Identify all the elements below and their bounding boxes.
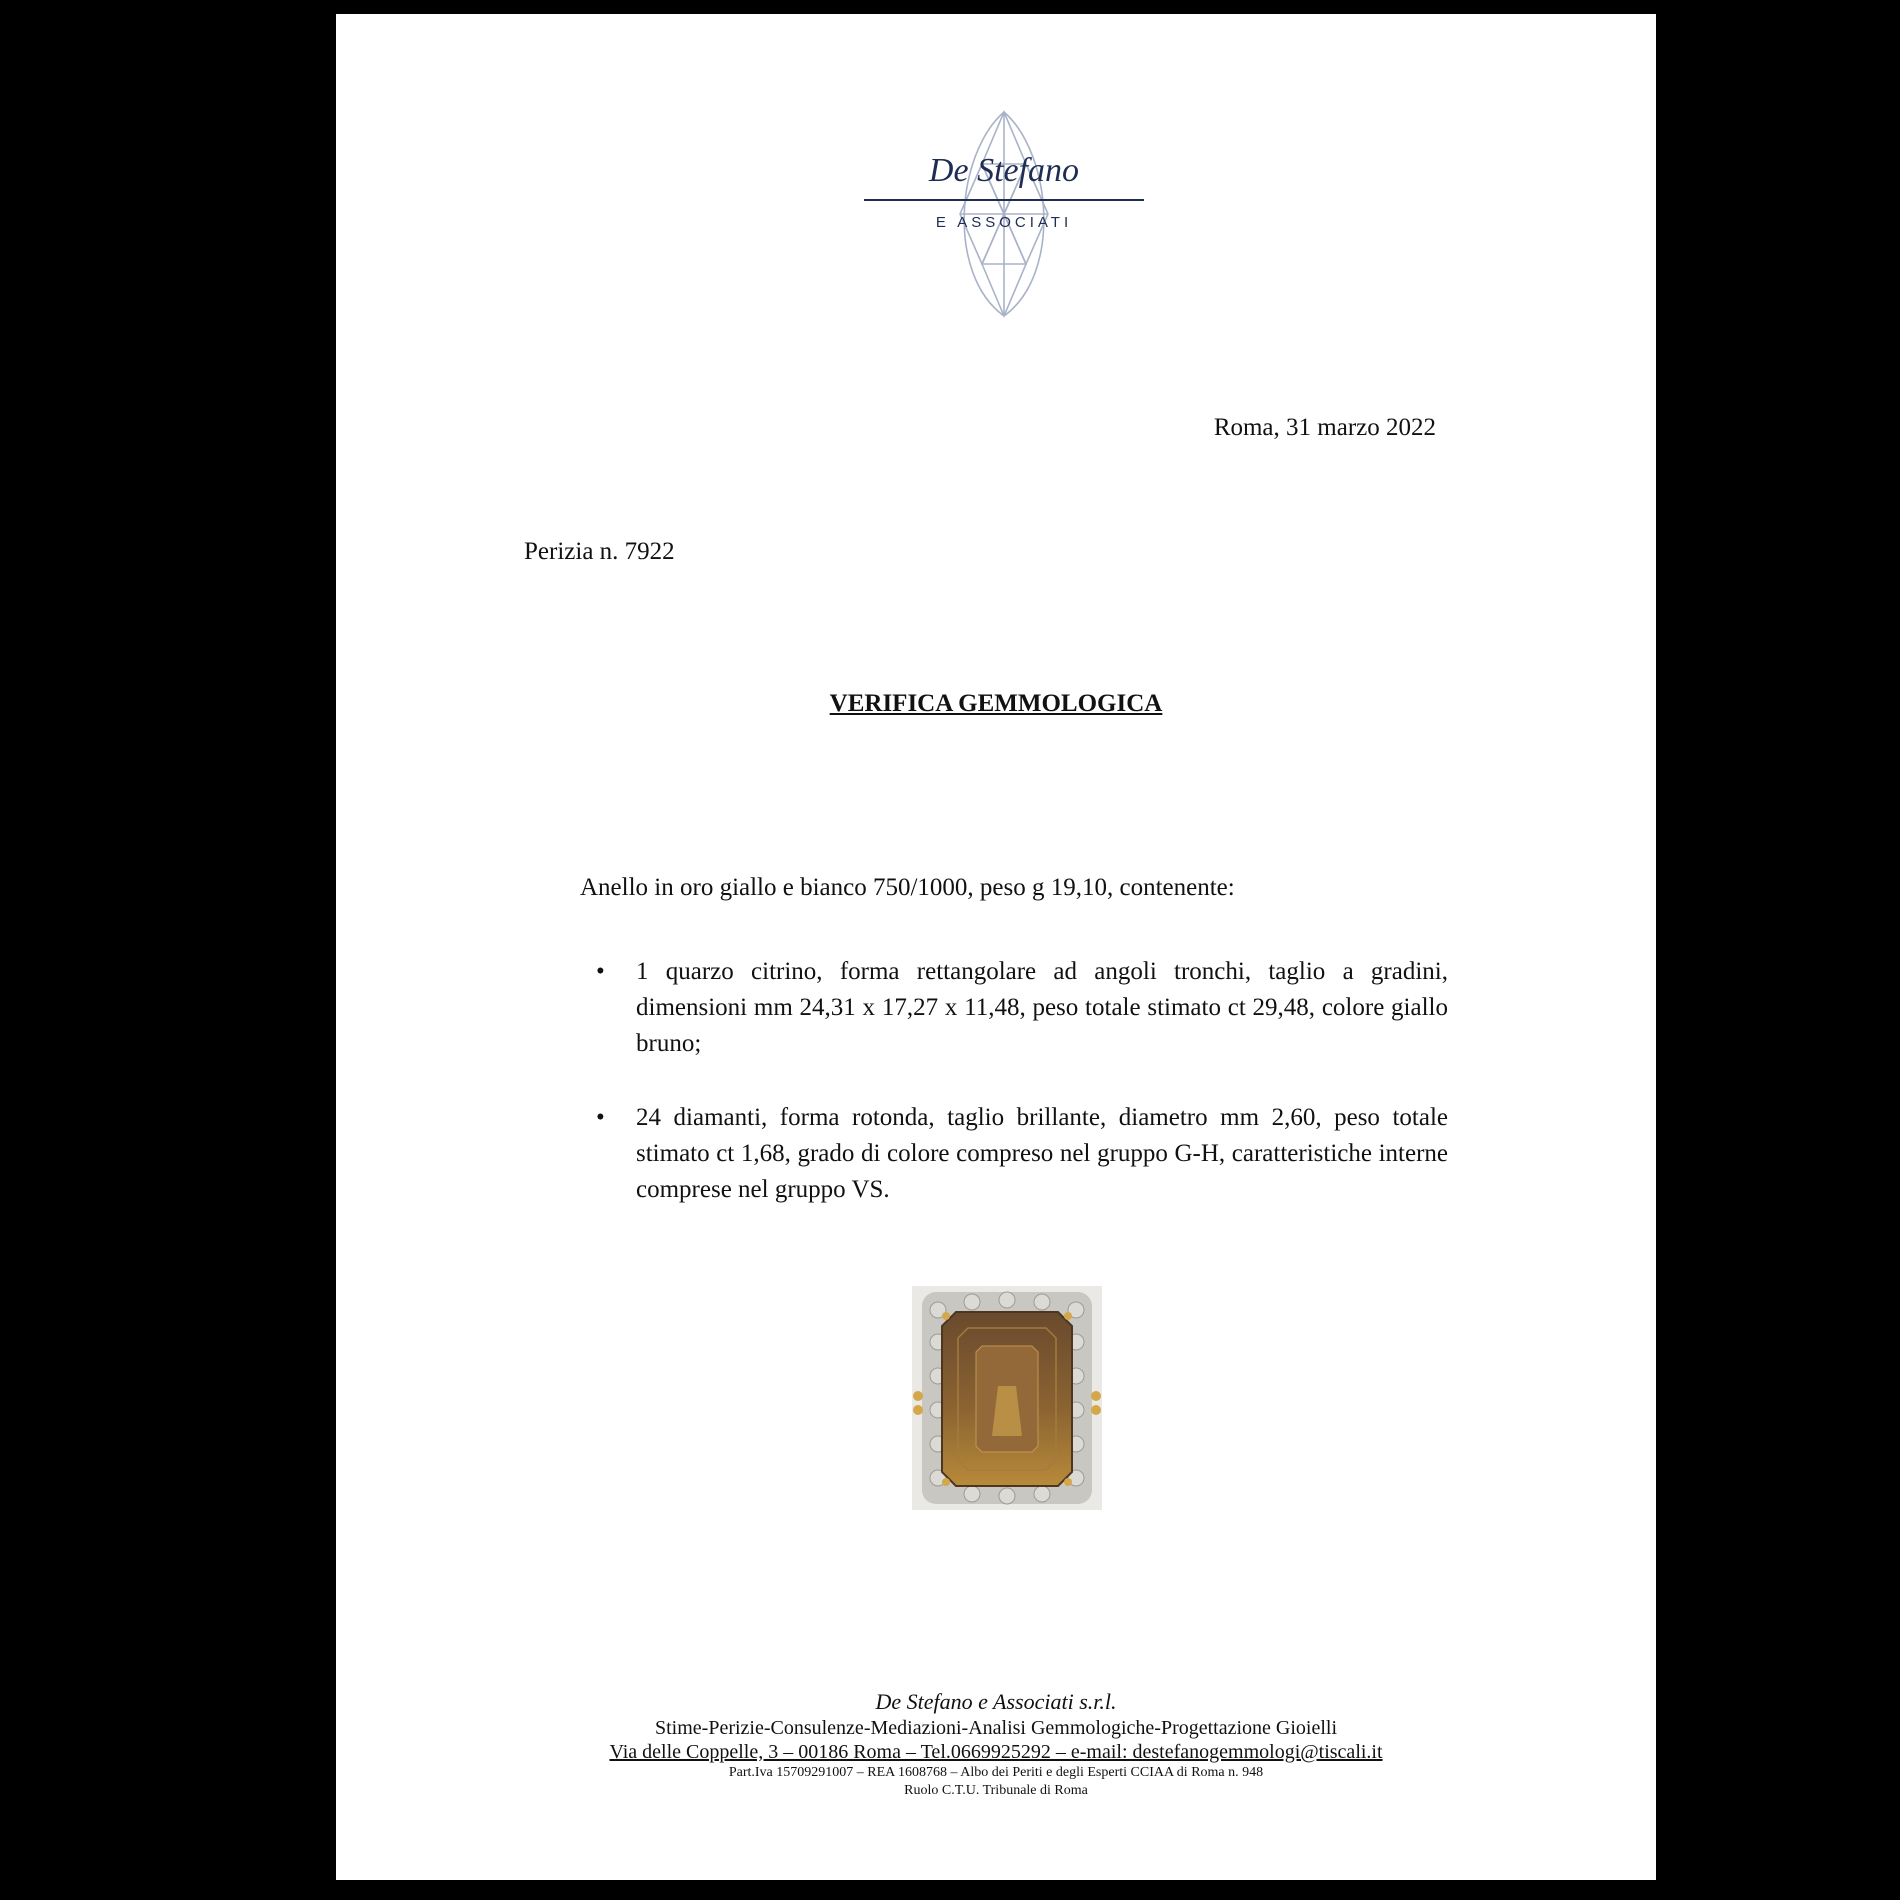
footer-services: Stime-Perizie-Consulenze-Mediazioni-Analisi Gemmologiche-Progettazione Gioielli	[654, 1717, 1338, 1739]
ring-description: Anello in oro giallo e bianco 750/1000, peso g 19,10, contenente:	[580, 874, 1235, 901]
report-number: Perizia n. 7922	[524, 538, 675, 565]
diamonds-description: 24 diamanti, forma rotonda, taglio brillante, diametro mm 2,60, peso totale stimato ct 1,68, grado di colore compreso nel gruppo G-H, caratteristiche interne comprese nel gruppo VS.	[636, 1104, 1448, 1203]
bullet-icon: •	[596, 958, 605, 985]
citrine-description: 1 quarzo citrino, forma rettangolare ad angoli tronchi, taglio a gradini, dimensioni mm 24,31 x 17,27 x 11,48, peso totale stimato ct 29,48, colore giallo bruno;	[636, 958, 1448, 1057]
list-item	[580, 954, 1448, 1062]
ring-image	[912, 1286, 1102, 1510]
document-title: VERIFICA GEMMOLOGICA	[829, 690, 1163, 717]
document-sheet	[336, 14, 1656, 1880]
footer-address: Via delle Coppelle, 3 – 00186 Roma – Tel.0669925292 – e-mail: destefanogemmologi@tiscali.it	[609, 1741, 1383, 1763]
footer-company: De Stefano e Associati s.r.l.	[875, 1689, 1117, 1714]
citrine-ring-photo	[912, 1286, 1102, 1510]
letter-footer	[336, 1688, 1656, 1800]
list-item	[580, 1100, 1448, 1208]
document-date: Roma, 31 marzo 2022	[1213, 414, 1436, 441]
gem-list	[580, 954, 1448, 1246]
letterhead-name: De Stefano	[928, 152, 1080, 189]
footer-court: Ruolo C.T.U. Tribunale di Roma	[904, 1783, 1088, 1798]
letterhead-subtitle: E ASSOCIATI	[935, 214, 1073, 231]
letterhead-logo	[864, 94, 1144, 334]
footer-registration: Part.Iva 15709291007 – REA 1608768 – Albo dei Periti e degli Esperti CCIAA di Roma n. 948	[728, 1765, 1264, 1780]
bullet-icon: •	[596, 1104, 605, 1131]
